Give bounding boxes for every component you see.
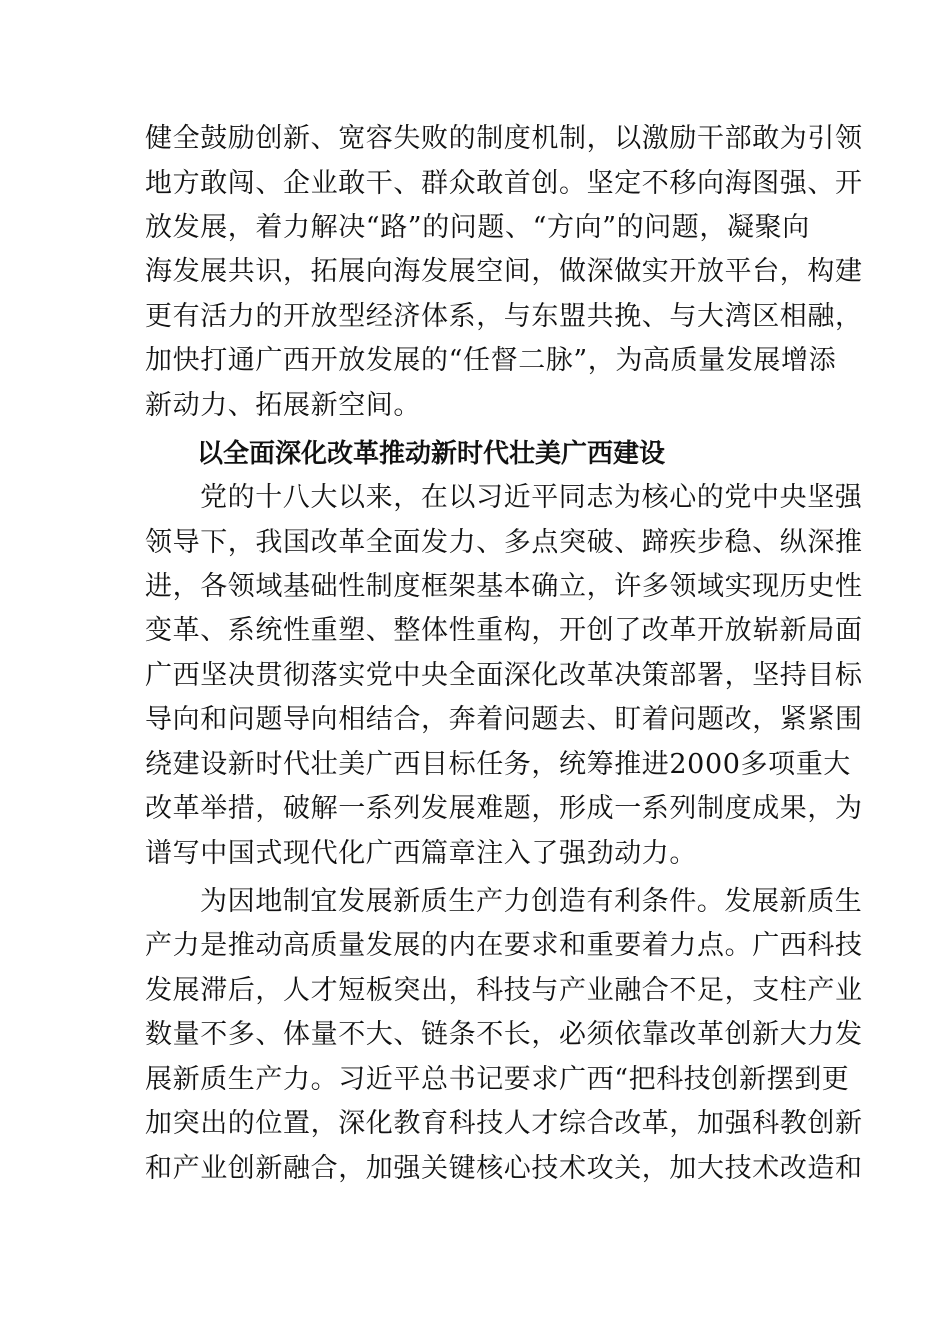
paragraph-line: 新动力、拓展新空间。 — [145, 390, 421, 421]
paragraph-line: 党的十八大以来，在以习近平同志为核心的党中央坚强 — [200, 482, 863, 513]
paragraph-line: 数量不多、体量不大、链条不长，必须依靠改革创新大力发 — [145, 1019, 863, 1050]
paragraph-line: 广西坚决贯彻落实党中央全面深化改革决策部署，坚持目标 — [145, 660, 863, 691]
paragraph-line: 谱写中国式现代化广西篇章注入了强劲动力。 — [145, 838, 697, 869]
paragraph-line: 加突出的位置，深化教育科技人才综合改革，加强科教创新 — [145, 1108, 863, 1139]
section-heading: 以全面深化改革推动新时代壮美广西建设 — [197, 439, 666, 469]
paragraph-line: 展新质生产力。习近平总书记要求广西“把科技创新摆到更 — [145, 1064, 850, 1095]
paragraph-line: 改革举措，破解一系列发展难题，形成一系列制度成果，为 — [145, 793, 863, 824]
paragraph-line: 变革、系统性重塑、整体性重构，开创了改革开放崭新局面 — [145, 615, 863, 646]
paragraph-line: 导向和问题导向相结合，奔着问题去、盯着问题改，紧紧围 — [145, 704, 863, 735]
paragraph-line: 领导下，我国改革全面发力、多点突破、蹄疾步稳、纵深推 — [145, 527, 863, 558]
paragraph-line: 为因地制宜发展新质生产力创造有利条件。发展新质生 — [200, 886, 863, 917]
paragraph-line: 进，各领域基础性制度框架基本确立，许多领域实现历史性 — [145, 571, 863, 602]
paragraph-line: 发展滞后，人才短板突出，科技与产业融合不足，支柱产业 — [145, 975, 863, 1006]
paragraph-line: 和产业创新融合，加强关键核心技术攻关，加大技术改造和 — [145, 1153, 863, 1184]
paragraph-line: 海发展共识，拓展向海发展空间，做深做实开放平台，构建 — [145, 256, 863, 287]
paragraph-line: 产力是推动高质量发展的内在要求和重要着力点。广西科技 — [145, 930, 863, 961]
paragraph-line: 绕建设新时代壮美广西目标任务，统筹推进2000多项重大 — [145, 749, 851, 780]
paragraph-line: 健全鼓励创新、宽容失败的制度机制，以激励干部敢为引领 — [145, 123, 863, 154]
paragraph-line: 更有活力的开放型经济体系，与东盟共挽、与大湾区相融， — [145, 301, 863, 332]
paragraph-line: 加快打通广西开放发展的“任督二脉”，为高质量发展增添 — [145, 345, 837, 376]
paragraph-line: 地方敢闯、企业敢干、群众敢首创。坚定不移向海图强、开 — [145, 168, 863, 199]
paragraph-line: 放发展，着力解决“路”的问题、“方向”的问题，凝聚向 — [145, 212, 810, 243]
